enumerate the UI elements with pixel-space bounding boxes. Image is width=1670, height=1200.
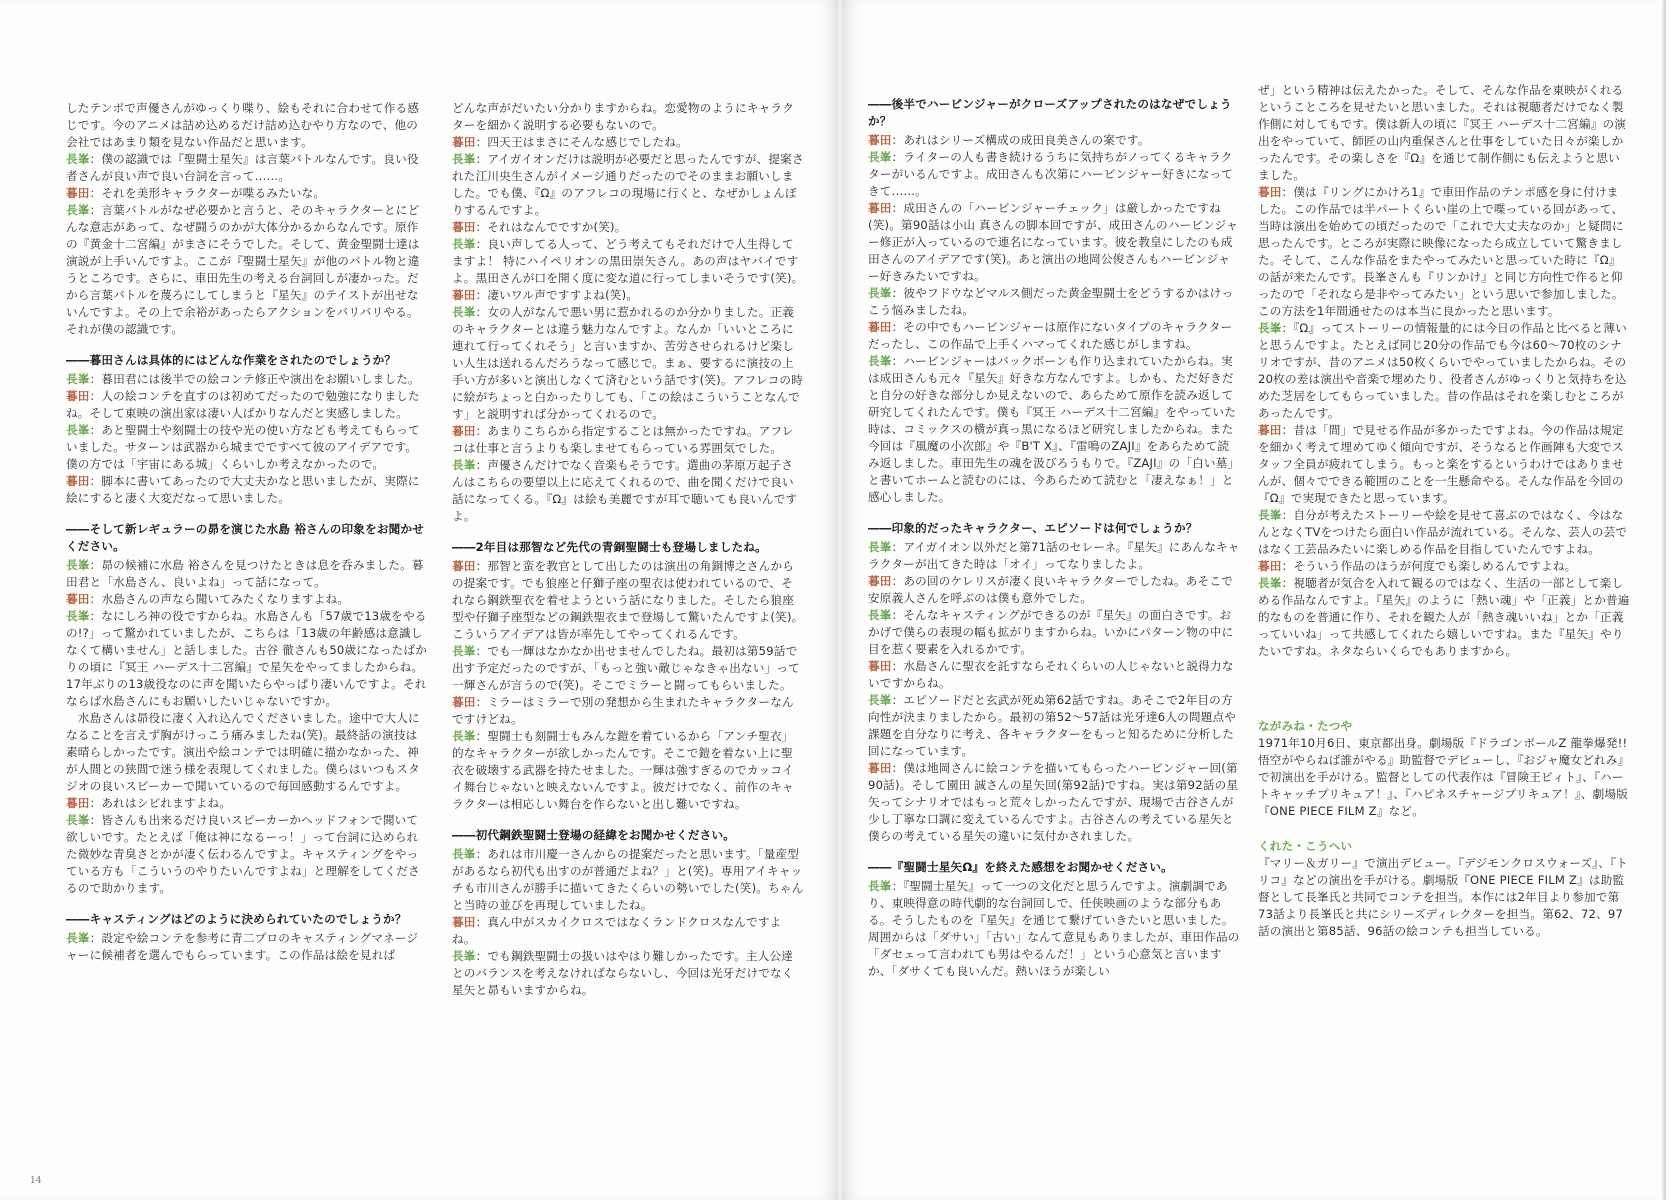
speech-text: ：聖闘士も刻闘士もみんな鎧を着ているから「アンチ聖衣」的なキャラクターが欲しかったんです。そこで鎧を着ない上に聖衣を破壊する武器を持たせました。一輝は強すぎるのでカッコイイ舞台じゃないと映えないんですよ。彼だけでなく、前作のキャラクターは相応しい舞台を作らないと出し難いですね。: [452, 729, 794, 811]
speech-paragraph: [868, 607, 1240, 658]
speaker-name: 暮田: [452, 424, 476, 438]
speech-text: ：昔は「間」で見せる作品が多かったですよね。今の作品は規定を細かく考えて埋めてゆく傾向ですが、そうなると作画陣も大変でスタッフ全員が疲れてしまう。もっと楽をするというわけではありませんが、個々でできる範囲のことを一生懸命やる。そんな作品を今回の『Ω』で実現できたと思っています。: [1258, 423, 1624, 505]
interview-question: ――初代鋼鉄聖闘士登場の経緯をお聞かせください。: [452, 828, 736, 842]
speech-text: ：彼やフドウなどマルス側だった黄金聖闘士をどうするかはけっこう悩みましたね。: [868, 286, 1234, 317]
speaker-name: 暮田: [868, 574, 892, 588]
speaker-name: 長峯: [452, 644, 476, 658]
speech-text: ：アイガイオンだけは説明が必要だと思ったんですが、提案された江川央生さんがイメージ通りだったのでそのままお願いしました。でも僕、『Ω』のアフレコの現場に行くと、なぜかしょんぼりするんですよ。: [452, 152, 804, 217]
speaker-name: 暮田: [452, 288, 476, 302]
speech-paragraph: [66, 151, 428, 185]
page-number: 14: [30, 1176, 42, 1186]
speech-paragraph: [452, 694, 804, 728]
speech-paragraph: [868, 760, 1240, 845]
speech-paragraph: [66, 557, 428, 591]
speech-text: ：あれはシリーズ構成の成田良美さんの案です。: [891, 133, 1150, 147]
page-edge: [1662, 0, 1666, 1200]
speech-text: ：あれはシビれますよね。: [89, 796, 232, 810]
speech-text: ：声優さんだけでなく音楽もそうです。選曲の茅原万起子さんはこちらの要望以上に応えてくれるので、曲を聞くだけで良い話になってくる。『Ω』は絵も美麗ですが耳で聴いても良いんですよ。: [452, 458, 798, 523]
speaker-name: 長峯: [868, 693, 892, 707]
speaker-name: 暮田: [452, 695, 476, 709]
speech-paragraph: [868, 200, 1240, 285]
speech-text: ：『Ω』ってストーリーの情報量的には今日の作品と比べると薄いと思うんですよ。たとえば同じ20分の作品でも今は60～70枚のシナリオですが、昔のアニメは50枚くらいでやっていましたからね。その20枚の差は演出や音楽で埋めたり、役者さんがゆっくりと気持ちを込めた芝居をしてもらっていました。昔の作品はそれを楽しむところがあったんです。: [1258, 321, 1627, 420]
speech-text: ：設定や絵コンテを参考に青二プロのキャスティングマネージャーに候補者を選んでもらっています。この作品は絵を見れば: [66, 931, 419, 962]
speech-paragraph: [1258, 184, 1630, 320]
speaker-name: 長峯: [868, 608, 892, 622]
speech-paragraph: [868, 539, 1240, 573]
speech-paragraph: [868, 319, 1240, 353]
speech-paragraph: [452, 846, 804, 914]
speaker-name: 長峯: [66, 813, 90, 827]
interview-question: ――暮田さんは具体的にはどんな作業をされたのでしょうか？: [66, 353, 397, 367]
speaker-name: 暮田: [452, 135, 476, 149]
speaker-name: 暮田: [66, 592, 90, 606]
speech-text: ：エピソードだと玄武が死ぬ第62話ですね。あそこで2年目の方向性が決まりましたから。最初の第52～57話は光牙達6人の問題点や課題を自分なりに考え、各キャラクターをもっと知るために分析した回になっています。: [868, 693, 1237, 758]
speech-text: ：脚本に書いてあったので大丈夫かなと思いましたが、実際に絵にすると凄く大変だなって思いました。: [66, 474, 420, 505]
speaker-name: 長峯: [66, 152, 90, 166]
speaker-name: 暮田: [452, 915, 476, 929]
speaker-name: 長峯: [452, 458, 476, 472]
interview-question: ――そして新レギュラーの昴を演じた水島 裕さんの印象をお聞かせください。: [66, 522, 425, 553]
speech-paragraph: [66, 473, 428, 507]
speech-paragraph: [452, 728, 804, 813]
speech-text: ：それはなんでですか(笑)。: [475, 220, 627, 234]
speech-text: ：僕の認識では『聖闘士星矢』は言葉バトルなんです。良い役者さんが良い声で良い台詞を言って……。: [66, 152, 419, 183]
speaker-name: 長峯: [868, 150, 892, 164]
interview-question: ――後半でハービンジャーがクローズアップされたのはなぜでしょうか？: [868, 97, 1232, 128]
profile-name: ながみね・たつや: [1258, 719, 1353, 733]
speaker-name: 暮田: [66, 796, 90, 810]
speech-text: ：『聖闘士星矢』って一つの文化だと思うんですよ。演劇調であり、東映得意の時代劇的な台詞回しで、任侠映画のような部分もある。そうしたものを『星矢』を通じて繋げていきたいと思いました。周囲からは「ダサい」「古い」なんて意見もありましたが、車田作品の「ダセェって言われても男はやるんだ！」という心意気と言いますか、「ダサくても良いんだ。熱いほうが楽しい: [868, 879, 1240, 978]
speech-paragraph: [452, 134, 804, 151]
speech-paragraph: [868, 353, 1240, 506]
speech-paragraph: [452, 558, 804, 643]
speech-paragraph: [66, 202, 428, 338]
speech-paragraph: [868, 878, 1240, 980]
speech-text: ：でも鋼鉄聖闘士の扱いはやはり難しかったです。主人公達とのバランスを考えなければならないし、今回は光牙だけでなく星矢と昴もいますからね。: [452, 949, 794, 997]
body-text: どんな声がだいたい分かりますからね。恋愛物のようにキャラクターを細かく説明する必要もないので。: [452, 101, 795, 132]
speech-paragraph: [868, 132, 1240, 149]
speech-paragraph: [66, 388, 428, 422]
speech-text: ：昴の候補に水島 裕さんを見つけたときは息を呑みました。暮田君と「水島さん、良いよね」って話になって。: [66, 558, 424, 589]
speech-paragraph: [452, 948, 804, 999]
speech-text: ：なにしろ神の役ですからね。水島さんも「57歳で13歳をやるの!?」って驚かれていましたが、こちらは「13歳の年齢感は意識しなくて構いません」と話しました。古谷 徹さんも50歳になったばかりの頃に『冥王 ハーデス十二宮編』で星矢をやってましたからね。17年ぶりの13歳役なのに声を聞いたらやっぱり凄いんですよ。それならば水島さんにもお願いしたいじゃないですか。: [66, 609, 428, 708]
body-text: 水島さんは昴役に凄く入れ込んでくださいました。途中で大人になることを言えず胸がけっこう痛みましたね(笑)。最終話の演技は素晴らしかったです。演出や絵コンテでは明確に描かなかった、神が人間との狭間で迷う様を表現してくれました。僕らはいつもスタジオの良いスピーカーで聞いているので毎回感動するんですよ。: [66, 711, 420, 793]
speech-paragraph: [66, 371, 428, 388]
right-page: [842, 0, 1670, 1200]
speaker-name: 長峯: [452, 237, 476, 251]
speech-paragraph: [452, 151, 804, 219]
speaker-name: 長峯: [452, 729, 476, 743]
speech-text: ：ミラーはミラーで別の発想から生まれたキャラクターなんですけどね。: [452, 695, 794, 726]
speech-text: ：僕は『リングにかけろ1』で車田作品のテンポ感を身に付けました。この作品では半パートくらい崖の上で喋っている回があって、当時は演出を始めての頃だったので「これで大丈夫なのか」と疑問に思ったんです。ところが実際に映像になったら成立していて驚きました。そして、こんな作品をまたやってみたいと思っていた時に『Ω』の話が来たんです。長峯さんも『リンかけ』と同じ方向性で作ると仰ったので「それなら是非やってみたい」という思いで参加しました。この方法を1年間通せたのは本当に良かったと思います。: [1258, 185, 1624, 318]
speaker-name: 長峯: [1258, 321, 1282, 335]
speaker-name: 暮田: [452, 220, 476, 234]
speaker-name: 暮田: [1258, 185, 1282, 199]
profile-text: 1971年10月6日、東京都出身。劇場版『ドラゴンボールZ 龍拳爆発!!悟空がやらねば誰がやる』助監督でデビューし、『おジャ魔女どれみ』で初演出を手がける。監督としての代表作は『冒険王ビィト』、『ハートキャッチプリキュア！』、『ハピネスチャージプリキュア！』、劇場版『ONE PIECE FILM Z』など。: [1258, 736, 1630, 818]
speaker-name: 暮田: [868, 133, 892, 147]
speech-paragraph: [868, 692, 1240, 760]
speech-text: ：那智と蛮を教官として出したのは演出の角銅博之さんからの提案です。でも狼座と仔獅子座の聖衣は使われているので、それなら鋼鉄聖衣を着せようという話になりました。そしたら狼座型や仔獅子座型などの鋼鉄聖衣まで登場して驚いたんですよ(笑)。こういうアイデアは皆が率先してやってくれるんです。: [452, 559, 804, 641]
speech-text: ：それを美形キャラクターが喋るみたいな。: [89, 186, 326, 200]
speech-paragraph: [1258, 558, 1630, 575]
speech-paragraph: [66, 930, 428, 964]
speaker-name: 長峯: [66, 609, 90, 623]
speech-paragraph: [66, 795, 428, 812]
speech-paragraph: [452, 219, 804, 236]
speaker-name: 暮田: [868, 320, 892, 334]
speaker-name: 長峯: [66, 423, 90, 437]
speaker-name: 長峯: [452, 847, 476, 861]
speech-paragraph: [452, 914, 804, 948]
speech-text: ：水島さんに聖衣を託すならそれくらいの人じゃないと説得力ないですからね。: [868, 659, 1234, 690]
speech-text: ：そんなキャスティングができるのが『星矢』の面白さです。おかげで僕らの表現の幅も拡がりますからね。いかにパターン物の中に目を惹く要素を入れるかです。: [868, 608, 1234, 656]
speaker-name: 暮田: [868, 201, 892, 215]
speech-text: ：四天王はまさにそんな感じでしたね。: [475, 135, 688, 149]
right-column-2-body: [1258, 82, 1630, 660]
speech-paragraph: [66, 422, 428, 473]
speech-text: ：言葉バトルがなぜ必要かと言うと、そのキャラクターとにどんな意志があって、なぜ闘うのかが大体分かるからなんです。原作の『黄金十二宮編』がまさにそうでした。そして、黄金聖闘士達は演説が上手いんですよ。ここが『聖闘士星矢』が他のバトル物と違うところです。さらに、車田先生の考える台詞回しが凄かった。だから言葉バトルを蔑ろにしてしまうと『星矢』のテイストが出せないんですよ。その上で余裕があったらアクションをバリバリやる。それが僕の認識です。: [66, 203, 420, 336]
right-column-1: [868, 96, 1240, 1136]
speech-text: ：でも一輝はなかなか出せませんでしたね。最初は第59話で出す予定だったのですが、「もっと強い敵じゃなきゃ出ない」って一輝さんが言うので(笑)。そこでミラーと闘ってもらいました。: [452, 644, 801, 692]
left-column-2: [452, 100, 804, 1140]
speech-text: ：あれは市川慶一さんからの提案だったと思います。「量産型があるなら初代も出すのが普通だよね？」と(笑)。専用アイキャッチも市川さんが勝手に描いてきたくらいの勢いでした(笑)。ちゃんと当時の並びを再現していましたね。: [452, 847, 804, 912]
speech-text: ：人の絵コンテを直すのは初めてだったので勉強になりましたね。そして東映の演出家は凄い人ばかりなんだと実感しました。: [66, 389, 420, 420]
interview-question: ――キャスティングはどのように決められていたのでしょうか？: [66, 912, 407, 926]
speech-paragraph: [868, 573, 1240, 607]
speaker-name: 暮田: [868, 659, 892, 673]
speech-text: ：良い声してる人って、どう考えてもそれだけで人生得してますよ！ 特にハイペリオンの黒田崇矢さん。あの声はヤバイですよ。黒田さんが口を開く度に変な道に行ってしまいそうです(笑)。: [452, 237, 804, 285]
speaker-name: 長峯: [868, 540, 892, 554]
speech-text: ：僕は地岡さんに絵コンテを描いてもらったハービンジャー回(第90話)。そして園田 誠さんの星矢回(第92話)ですね。実は第92話の星矢ってシナリオではもっと荒々しかったんですが、現場で古谷さんが少し丁寧な口調に変えているんですよ。古谷さんの考えている星矢と僕らの考えている星矢の違いに気付かされました。: [868, 761, 1239, 843]
interview-question: ――印象的だったキャラクター、エピソードは何でしょうか？: [868, 521, 1198, 535]
body-text: ぜ」という精神は伝えたかった。そして、そんな作品を東映がくれるということころを見せたいと思いました。それは視聴者だけでなく製作側に対してもです。僕は新人の頃に『冥王 ハーデス十二宮編』の演出をやっていて、師匠の山内重保さんと仕事をしていた日々が楽しかったんです。その楽しさを『Ω』を通じて制作側にも伝えようと思いました。: [1258, 83, 1627, 182]
speech-text: ：水島さんの声なら聞いてみたくなりますよね。: [89, 592, 350, 606]
speaker-name: 暮田: [66, 186, 90, 200]
speech-paragraph: [868, 658, 1240, 692]
speech-text: ：あまりこちらから指定することは無かったですね。アフレコは仕事と言うよりも楽しませてもらっている雰囲気でした。: [452, 424, 794, 455]
speech-text: ：凄いワル声ですすよね(笑)。: [475, 288, 639, 302]
speech-paragraph: [868, 285, 1240, 319]
left-column-1: [66, 100, 428, 1140]
speaker-name: 長峯: [452, 152, 476, 166]
speech-text: ：視聴者が気合を入れて観るのではなく、生活の一部として楽しめる作品なんですよ。『星矢』のように「熱い魂」や「正義」とか普遍的なものを普通に作り、それを観た人が「熱き魂いいね」とか「正義っていいね」って共感してくれたら嬉しいですね。また『星矢』やりたいですね。ネタならいくらでもありますから。: [1258, 576, 1630, 658]
speaker-name: 暮田: [66, 389, 90, 403]
speech-text: ：ハービンジャーはバックボーンも作り込まれていたからね。実は成田さんも元々『星矢』好きな方なんですよ。しかも、ただ好きだと自分の好きな部分しか見えないので、あらためて原作を読み返して研究してくれたんです。僕も『冥王 ハーデス十二宮編』をやっていた時は、コミックスの横が真っ黒になるほど研究しましたからね。また今回は『風魔の小次郎』や『B'T X』、『雷鳴のZAJI』をあらためて読み返しました。車田先生の魂を汲びろうもりで。『ZAJI』の「白い墓」と書いてホームと読むのには、今あらためて読むと「凄えなぁ！」と感心しました。: [868, 354, 1240, 504]
profile-name: くれた・こうへい: [1258, 839, 1353, 853]
speaker-name: 長峯: [452, 305, 476, 319]
speaker-name: 暮田: [1258, 423, 1282, 437]
speech-text: ：自分が考えたストーリーや絵を見せて喜ぶのではなく、今はなんとなくTVをつけたら面白い作品が流れている。そんな、芸人の芸ではなく工芸品みたいに楽しめる作品を目指していたんですよね。: [1258, 508, 1628, 556]
speaker-name: 長峯: [1258, 508, 1282, 522]
speaker-name: 長峯: [66, 203, 90, 217]
interview-question: ――『聖闘士星矢Ω』を終えた感想をお聞かせください。: [868, 860, 1173, 874]
speech-paragraph: [452, 423, 804, 457]
speaker-name: 暮田: [452, 559, 476, 573]
speech-text: ：暮田君には後半での絵コンテ修正や演出をお願いしました。: [89, 372, 420, 386]
speech-text: ：あの回のケレリスが凄く良いキャラクターでしたね。あそこで安原義人さんを呼ぶのは僕も意外でした。: [868, 574, 1233, 605]
speech-text: ：その中でもハービンジャーは原作にないタイプのキャラクターだったし、この作品で上手くハマってくれた感じがしますね。: [868, 320, 1233, 351]
speech-paragraph: [452, 287, 804, 304]
speech-text: ：女の人がなんで悪い男に惹かれるのか分かりました。正義のキャラクターとは違う魅力なんですよ。なんか「いいところに連れて行ってくれそう」と言いますか、苦労させられるけど楽しい人生は送れるんだろうなって感じで。まぁ、要するに演技の上手い方が多いと演出しなくて済むという話です(笑)。アフレコの時に絵がちょっと白かったりしても、「この絵はこういうことなんです」と説明すれば分かってくれるので。: [452, 305, 804, 421]
speech-text: ：アイガイオン以外だと第71話のセレーネ。『星矢』にあんなキャラクターが出てきた時は「オイ」ってなりましたよ。: [868, 540, 1240, 571]
speaker-name: 長峯: [66, 372, 90, 386]
speaker-name: 暮田: [868, 761, 892, 775]
speaker-name: 長峯: [868, 286, 892, 300]
speaker-name: 長峯: [452, 949, 476, 963]
speaker-name: 長峯: [66, 558, 90, 572]
speaker-name: 長峯: [1258, 576, 1282, 590]
speaker-name: 長峯: [66, 931, 90, 945]
speech-paragraph: [66, 185, 428, 202]
speech-text: ：真ん中がスカイクロスではなくランドクロスなんですよね。: [452, 915, 782, 946]
speech-paragraph: [452, 457, 804, 525]
speech-text: ：ライターの人も書き続けるうちに気持ちがノってくるキャラクターがいるんですよ。成田さんも次第にハービンジャー好きになってきて……。: [868, 150, 1234, 198]
speech-paragraph: [452, 304, 804, 423]
speech-paragraph: [66, 591, 428, 608]
speech-paragraph: [1258, 422, 1630, 507]
speech-paragraph: [868, 149, 1240, 200]
speech-paragraph: [1258, 507, 1630, 558]
speech-paragraph: [1258, 320, 1630, 422]
right-column-2: [1258, 82, 1630, 1142]
speech-paragraph: [452, 236, 804, 287]
speech-paragraph: [66, 608, 428, 710]
speech-text: ：あと聖闘士や刻闘士の技や光の使い方なども考えてもらっていました。サターンは武器から城までですべて彼のアイデアです。僕の方では「宇宙にある城」くらいしか考えなかったので。: [66, 423, 420, 471]
speaker-name: 暮田: [66, 474, 90, 488]
speaker-name: 長峯: [868, 354, 892, 368]
speech-paragraph: [452, 643, 804, 694]
speech-paragraph: [1258, 575, 1630, 660]
profile-text: 『マリー＆ガリー』で演出デビュー。『デジモンクロスウォーズ』、『トリコ』などの演出を手がける。劇場版『ONE PIECE FILM Z』は助監督として長峯氏と共同でコンテを担当。本作には2年目より参加で第73話より長峯氏と共にシリーズディレクターを担当。第62、72、97話の演出と第85話、96話の絵コンテも担当している。: [1258, 856, 1628, 938]
speech-text: ：皆さんも出来るだけ良いスピーカーかヘッドフォンで聞いて欲しいです。たとえば「俺は神になるーっ！」って台詞に込められた微妙な青臭さとかが凄く伝わるんですよ。キャスティングをやっている方も「こういうのやりたいんですよね」と理解をしてくださるので助かります。: [66, 813, 420, 895]
body-text: したテンポで声優さんがゆっくり喋り、絵もそれに合わせて作る感じです。今のアニメは詰め込めるだけ詰め込むやり方なので、他の会社ではあまり類を見ない作品だと思います。: [66, 101, 420, 149]
speech-text: ：成田さんの「ハービンジャーチェック」は厳しかったですね(笑)。第90話は小山 真さんの脚本回ですが、成田さんのハービンジャー修正が入っているので連名になっています。彼を教皇にしたのも成田さんのアイデアです(笑)。あと演出の地岡公俊さんもハービンジャー好きみたいですね。: [868, 201, 1238, 283]
profiles: [1258, 718, 1630, 940]
speech-text: ：そういう作品のほうが何度でも楽しめるんですよね。: [1281, 559, 1577, 573]
speaker-name: 暮田: [1258, 559, 1282, 573]
interview-question: ――2年目は那智など先代の青銅聖闘士も登場しましたね。: [452, 540, 767, 554]
speaker-name: 長峯: [868, 879, 892, 893]
speech-paragraph: [66, 812, 428, 897]
